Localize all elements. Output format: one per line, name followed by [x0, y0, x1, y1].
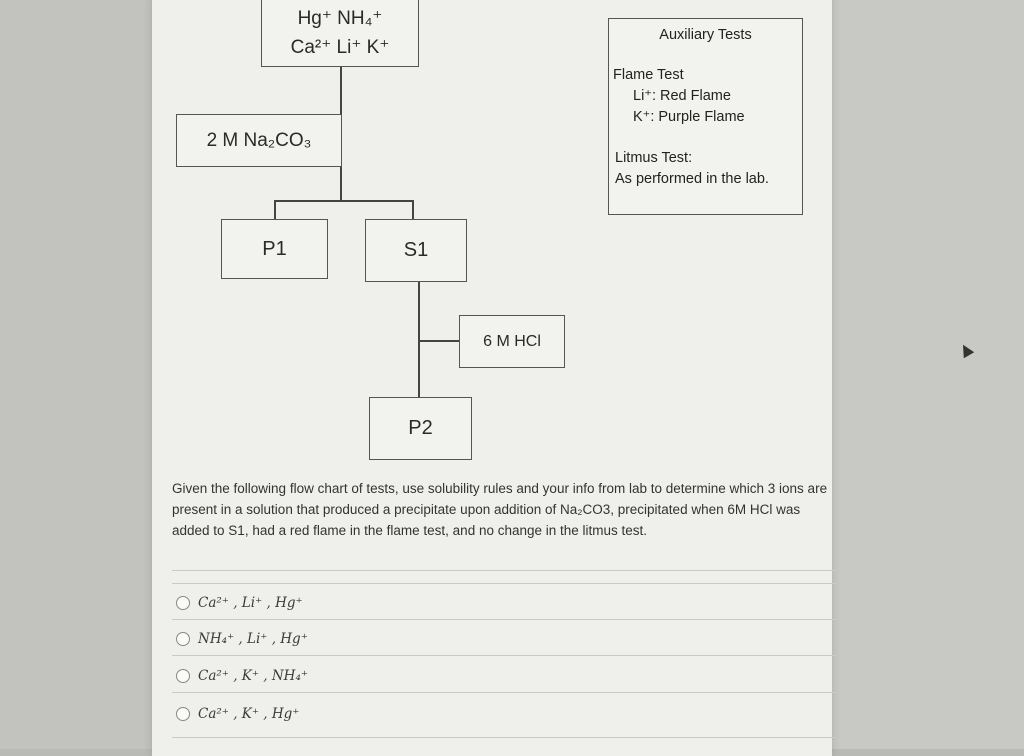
- reagent-hcl-box: [459, 315, 565, 368]
- connector-to-p1: [274, 200, 276, 220]
- litmus-test-title: Litmus Test:: [615, 150, 693, 166]
- answer-separator: [172, 619, 836, 620]
- precipitate-p2-box: [369, 397, 472, 460]
- answer-separator: [172, 655, 836, 656]
- left-background: [0, 0, 152, 749]
- litmus-test-body: As performed in the lab.: [615, 171, 769, 187]
- question-text: Given the following flow chart of tests, use solubility rules and your info from lab to determine which 3 ions are present in a solution that produced a precipitate upon addition of Na₂CO3, precipitated when 6M HCl was added to S1, had a red flame in the flame test, and no change in the litmus test.: [172, 481, 828, 538]
- reagent-na2co3-box: [176, 114, 342, 167]
- reagent-na2co3-label: 2 M Na₂CO₃: [206, 129, 312, 151]
- supernatant-s1-label: S1: [403, 239, 429, 261]
- radio-button[interactable]: [176, 669, 190, 683]
- flame-test-title: Flame Test: [613, 67, 684, 83]
- radio-button[interactable]: [176, 707, 190, 721]
- answer-separator: [172, 737, 836, 738]
- reagent-hcl-label: 6 M HCl: [483, 332, 541, 350]
- auxiliary-tests-box: [608, 18, 803, 215]
- answer-option-2[interactable]: [176, 628, 308, 650]
- precipitate-p2-label: P2: [408, 417, 433, 439]
- precipitate-p1-box: [221, 219, 328, 279]
- answer-separator: [172, 692, 836, 693]
- start-ions-line2: Ca²⁺ Li⁺ K⁺: [290, 37, 390, 58]
- flame-test-lithium: Li⁺: Red Flame: [633, 88, 731, 104]
- precipitate-p1-label: P1: [262, 237, 287, 260]
- start-ions-line1: Hg⁺ NH₄⁺: [297, 8, 383, 29]
- answer-option-3[interactable]: [176, 665, 308, 687]
- connector-to-s1: [412, 200, 414, 220]
- answer-option-label: Ca²⁺ , K⁺ , Hg⁺: [198, 706, 300, 722]
- connector-to-hcl: [418, 340, 460, 342]
- answer-option-label: Ca²⁺ , K⁺ , NH₄⁺: [198, 668, 308, 684]
- connector-split-horizontal: [274, 200, 414, 202]
- flame-test-potassium: K⁺: Purple Flame: [633, 109, 745, 125]
- radio-button[interactable]: [176, 596, 190, 610]
- answer-option-label: Ca²⁺ , Li⁺ , Hg⁺: [198, 595, 303, 611]
- radio-button[interactable]: [176, 632, 190, 646]
- auxiliary-tests-title: Auxiliary Tests: [659, 27, 752, 43]
- answer-option-label: NH₄⁺ , Li⁺ , Hg⁺: [198, 631, 308, 647]
- answer-option-1[interactable]: [176, 592, 303, 614]
- supernatant-s1-box: [365, 219, 467, 282]
- answer-option-4[interactable]: [176, 703, 299, 725]
- answer-separator: [172, 583, 836, 584]
- answer-separator: [172, 570, 836, 571]
- right-background: [832, 0, 1024, 749]
- start-ions-box: [261, 0, 419, 67]
